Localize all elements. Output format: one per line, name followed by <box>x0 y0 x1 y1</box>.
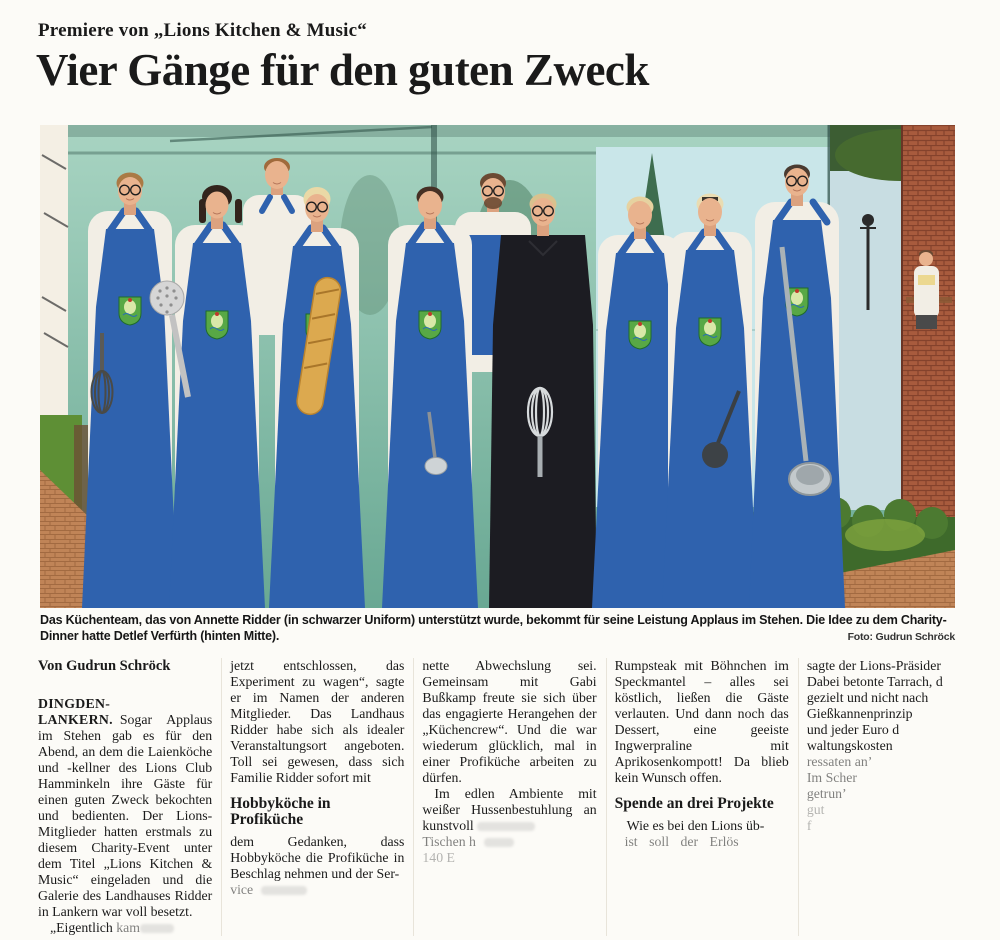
torn-line: gezielt und nicht nach <box>806 690 929 705</box>
photo-credit: Foto: Gudrun Schröck <box>847 631 955 643</box>
torn-paragraph: Im edlen Ambiente mit weißer Hussenbestuhlung an kunstvoll Tischen h 140 E <box>422 786 597 865</box>
torn-line: f <box>806 818 812 833</box>
lead-paragraph: DINGDEN-LANKERN. Sogar Applaus im Stehen gab es für den Abend, an dem die Laienköche und -kellner des Lions Club Hamminkeln ihre Gäste für einen guten Zweck bekochten und bedienten. Der Lions-Mitglieder hatten erstmals zu diesem Charity-Event unter dem Titel „Lions Kitchen & Music“ eingeladen und die Galerie des Landhauses Ridder in Lankern war voll besetzt. <box>38 696 213 919</box>
subhead-spende: Spende an drei Projekte <box>614 795 774 812</box>
brick-pillar-area <box>830 125 955 555</box>
torn-line: ressaten an’ <box>806 754 873 769</box>
photo-caption <box>40 612 955 644</box>
torn-paragraph: „Eigentlich kam <box>38 920 212 936</box>
paragraph: jetzt entschlossen, das Experiment zu wagen“, sagte er im Namen der anderen Mitglieder. Das Landhaus Ridder habe sich als idealer Veranstaltungsort angeboten. Toll sei gewesen, dass sich Familie Ridder sofort mit <box>230 658 405 785</box>
torn-line: getrun’ <box>806 786 847 801</box>
dateline: DINGDEN-LANKERN. <box>38 696 113 727</box>
torn-line: waltungskosten <box>806 738 893 753</box>
torn-edge-smudge <box>477 822 535 831</box>
paragraph: Rumpsteak mit Böhnchen im Speckmantel – alles sei köstlich, ließen die Gäste verlauten. Und dann noch das Dessert, eine geeiste Ingwerpraline mit Aprikosenkompott! Da blieb kein Wunsch offen. <box>614 658 789 785</box>
article-body <box>38 658 990 936</box>
torn-edge-smudge <box>484 838 514 847</box>
headline: Vier Gänge für den guten Zweck <box>36 45 649 95</box>
subhead-hobbykoeche: Hobbyköche in Profiküche <box>230 795 331 828</box>
torn-paragraph: Wie es bei den Lions üb- ist soll der Erlös <box>624 818 765 849</box>
torn-paragraph: dem Gedanken, dass Hobbyköche die Profiküche in Beschlag nehmen und der Ser- vice <box>230 834 405 897</box>
paragraph: nette Abwechslung sei. Gemeinsam mit Gabi Bußkamp freute sie sich über das engagierte Herangehen der „Küchencrew“. Und die war wiederum glücklich, mal in einer Profiküche arbeiten zu dürfen. <box>422 658 597 785</box>
torn-line: gut <box>806 802 825 817</box>
article-column-5 <box>798 658 989 936</box>
person-7 <box>662 194 758 609</box>
torn-edge-smudge <box>140 924 174 933</box>
person-2 <box>169 185 265 608</box>
group-photo <box>40 125 955 608</box>
kicker: Premiere von „Lions Kitchen & Music“ <box>38 20 367 41</box>
article-column-1 <box>38 658 220 936</box>
torn-line: Gießkannenprinzip <box>806 706 913 721</box>
torn-line: Dabei betonte Tarrach, d <box>806 674 943 689</box>
apron-crest <box>119 297 141 325</box>
torn-line: und jeder Euro d <box>806 722 900 737</box>
torn-line: sagte der Lions-Präsider <box>806 658 941 673</box>
person-4 <box>382 187 478 609</box>
group-photo-illustration <box>40 125 955 608</box>
article-column-3 <box>413 658 604 936</box>
person-1 <box>82 173 178 609</box>
article-column-4 <box>606 658 797 936</box>
article-column-2 <box>221 658 412 936</box>
byline: Von Gudrun Schröck <box>38 658 171 674</box>
torn-edge-smudge <box>261 886 307 895</box>
torn-line: Im Scher <box>806 770 858 785</box>
photo-caption-text: Das Küchenteam, das von Annette Ridder (in schwarzer Uniform) unterstützt wurde, bekommt für seine Leistung Applaus im Stehen. Die Idee zu dem Charity-Dinner hatte Detlef Verfürth (hinten Mitte). <box>40 613 947 643</box>
